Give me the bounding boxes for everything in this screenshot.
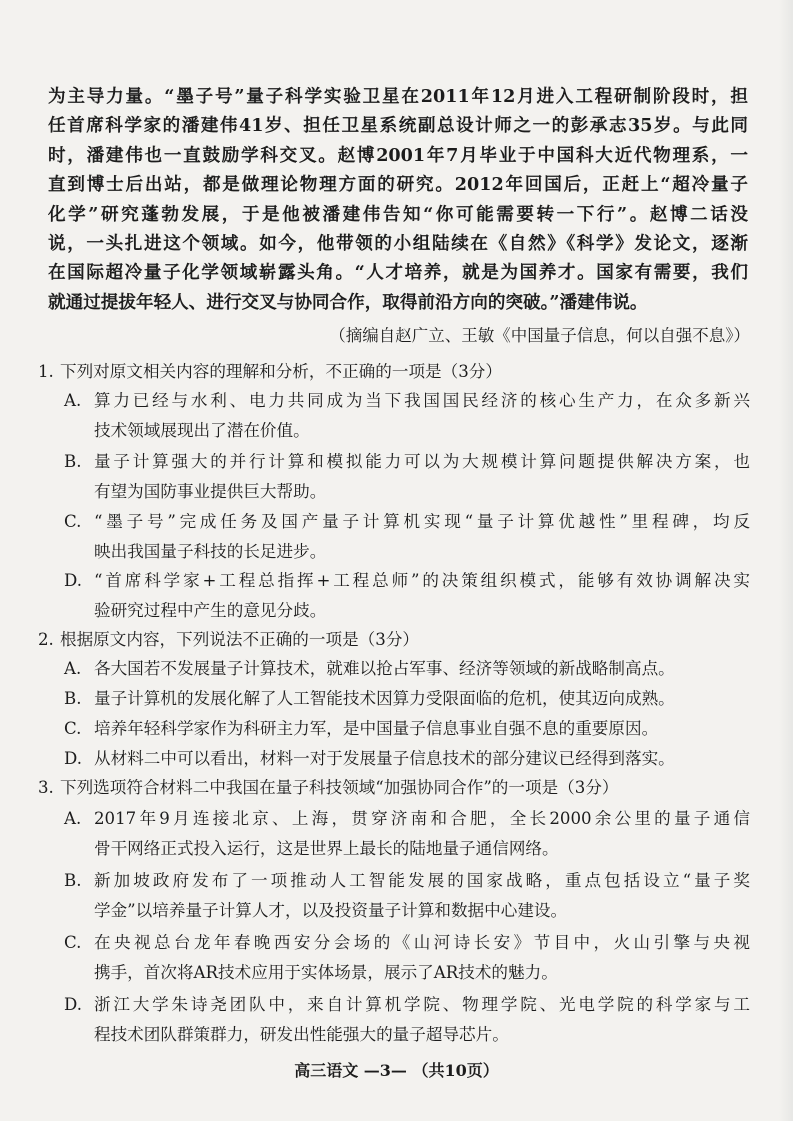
- option-letter: B.: [64, 452, 82, 471]
- option-text: 携手，首次将AR技术应用于实体场景，展示了AR技术的魅力。: [94, 962, 558, 982]
- option-text: 从材料二中可以看出，材料一对于发展量子信息技术的部分建议已经得到落实。: [94, 749, 675, 768]
- q2-option-b: [64, 684, 750, 714]
- page-footer: 高三语文 —3— （共10页）: [294, 1061, 499, 1080]
- option-text: 映出我国量子科技的长足进步。: [94, 541, 327, 561]
- option-text: 2017年9月连接北京、上海，贯穿济南和合肥，全长2000余公里的量子通信: [94, 809, 750, 828]
- option-letter: D.: [64, 749, 82, 768]
- passage-line: 直到博士后出站，都是做理论物理方面的研究。2012年回国后，正赶上“超冷量子: [48, 174, 748, 196]
- q2-option-d: [64, 744, 750, 774]
- option-text: 验研究过程中产生的意见分歧。: [94, 600, 327, 620]
- question-2-stem: [38, 626, 750, 654]
- q1-option-c: [64, 507, 750, 566]
- passage-paragraph: [48, 82, 748, 317]
- option-letter: A.: [64, 809, 82, 828]
- option-text: 学金”以培养量子计算人才，以及投资量子计算和数据中心建设。: [94, 900, 568, 920]
- q2-option-c: [64, 714, 750, 744]
- question-text: 下列选项符合材料二中我国在量子科技领域“加强协同合作”的一项是（3分）: [60, 778, 619, 797]
- option-letter: D.: [64, 571, 82, 590]
- passage-source: （摘编自赵广立、王敏《中国量子信息，何以自强不息》）: [329, 326, 750, 345]
- option-text: 在央视总台龙年春晚西安分会场的《山河诗长安》节目中，火山引擎与央视: [94, 933, 750, 952]
- passage-line: 时，潘建伟也一直鼓励学科交叉。赵博2001年7月毕业于中国科大近代物理系，一: [48, 144, 748, 166]
- option-text: 浙江大学朱诗尧团队中，来自计算机学院、物理学院、光电学院的科学家与工: [94, 995, 750, 1014]
- option-text: 新加坡政府发布了一项推动人工智能发展的国家战略，重点包括设立“量子奖: [94, 871, 750, 890]
- option-text: 程技术团队群策群力，研发出性能强大的量子超导芯片。: [94, 1024, 509, 1044]
- passage-line: 说，一头扎进这个领域。如今，他带领的小组陆续在《自然》《科学》发论文，逐渐: [48, 232, 748, 254]
- option-letter: C.: [64, 719, 82, 738]
- option-text: 有望为国防事业提供巨大帮助。: [94, 481, 327, 501]
- passage-line: 就通过提拔年轻人、进行交叉与协同合作，取得前沿方向的突破。”潘建伟说。: [48, 291, 648, 313]
- option-letter: A.: [64, 659, 82, 678]
- q3-option-b: [64, 866, 750, 925]
- passage-line: 任首席科学家的潘建伟41岁、担任卫星系统副总设计师之一的彭承志35岁。与此同: [48, 115, 748, 137]
- question-number: 3.: [38, 778, 54, 797]
- option-text: 量子计算强大的并行计算和模拟能力可以为大规模计算问题提供解决方案，也: [94, 452, 750, 471]
- q1-option-a: [64, 386, 750, 445]
- question-text: 根据原文内容，下列说法不正确的一项是（3分）: [60, 630, 420, 649]
- q3-option-d: [64, 990, 750, 1049]
- question-number: 2.: [38, 630, 54, 649]
- option-text: 各大国若不发展量子计算技术，就难以抢占军事、经济等领域的新战略制高点。: [94, 659, 675, 678]
- q1-option-d: [64, 566, 750, 625]
- question-1-stem: [38, 358, 750, 386]
- option-text: 技术领域展现出了潜在价值。: [94, 420, 310, 440]
- option-letter: C.: [64, 933, 82, 952]
- q1-option-b: [64, 447, 750, 506]
- option-text: “墨子号”完成任务及国产量子计算机实现“量子计算优越性”里程碑，均反: [94, 512, 750, 531]
- question-3-stem: [38, 774, 750, 802]
- q3-option-a: [64, 804, 750, 863]
- option-letter: B.: [64, 871, 82, 890]
- option-letter: B.: [64, 689, 82, 708]
- option-text: 算力已经与水利、电力共同成为当下我国国民经济的核心生产力，在众多新兴: [94, 391, 750, 410]
- option-letter: C.: [64, 512, 82, 531]
- q2-option-a: [64, 654, 750, 684]
- scan-shadow: [779, 0, 793, 1121]
- option-text: “首席科学家+工程总指挥+工程总师”的决策组织模式，能够有效协调解决实: [94, 571, 750, 590]
- passage-line: 在国际超冷量子化学领域崭露头角。“人才培养，就是为国养才。国家有需要，我们: [48, 262, 748, 284]
- q3-option-c: [64, 928, 750, 987]
- option-letter: D.: [64, 995, 82, 1014]
- option-letter: A.: [64, 391, 82, 410]
- question-number: 1.: [38, 362, 54, 381]
- passage-line: 为主导力量。“墨子号”量子科学实验卫星在2011年12月进入工程研制阶段时，担: [48, 86, 748, 107]
- question-text: 下列对原文相关内容的理解和分析，不正确的一项是（3分）: [60, 362, 502, 381]
- option-text: 骨干网络正式投入运行，这是世界上最长的陆地量子通信网络。: [94, 838, 559, 858]
- passage-line: 化学”研究蓬勃发展，于是他被潘建伟告知“你可能需要转一下行”。赵博二话没: [48, 203, 748, 225]
- option-text: 量子计算机的发展化解了人工智能技术因算力受限面临的危机，使其迈向成熟。: [94, 689, 675, 708]
- option-text: 培养年轻科学家作为科研主力军，是中国量子信息事业自强不息的重要原因。: [94, 719, 659, 738]
